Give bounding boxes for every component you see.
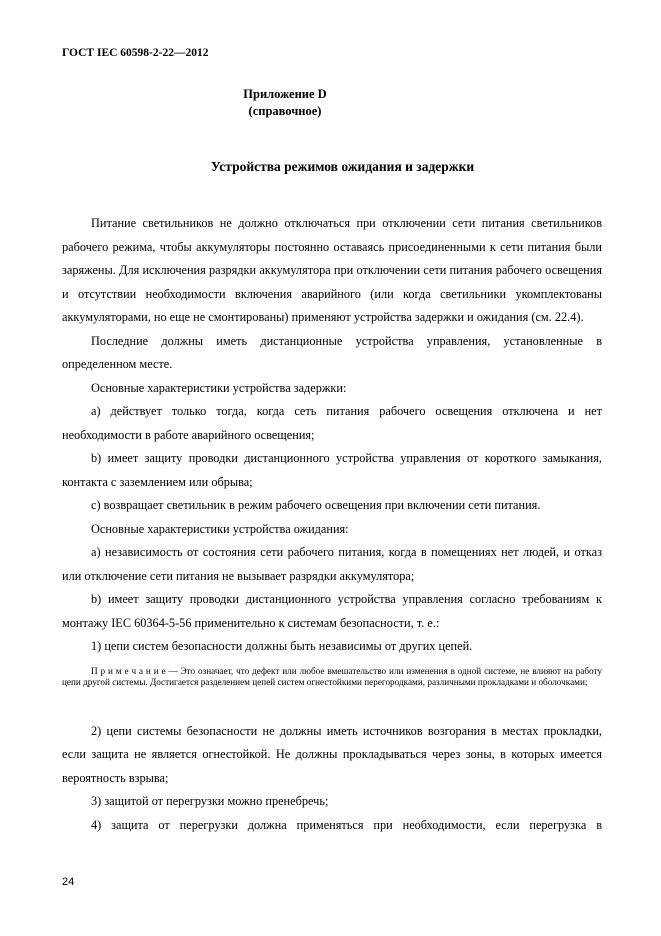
annex-label: Приложение D [243, 87, 327, 101]
annex-status: (справочное) [248, 104, 322, 118]
annex-heading [180, 86, 390, 120]
paragraph: Питание светильников не должно отключаться при отключении сети питания светильников рабочего режима, чтобы аккумуляторы постоянно оставаясь присоединенными к сети питания были заряжены. Для исключения разрядки аккумулятора при отключении сети питания рабочего освещения и отсутствии необходимости включения аварийного (или когда светильники укомплектованы аккумуляторами, но еще не смонтированы) применяют устройства задержки и ожидания (см. 22.4). [62, 216, 602, 324]
list-item: 4) защита от перегрузки должна применяться при необходимости, если перегрузка в [91, 817, 602, 832]
list-item: a) действует только тогда, когда сеть питания рабочего освещения отключена и нет необходимости в работе аварийного освещения; [62, 404, 602, 442]
document-code-header: ГОСТ IEC 60598-2-22—2012 [62, 47, 209, 59]
paragraph: Последние должны иметь дистанционные устройства управления, установленные в определенном месте. [62, 333, 602, 371]
list-item: 3) защитой от перегрузки можно пренебречь; [91, 794, 329, 808]
list-item: 1) цепи систем безопасности должны быть независимы от других цепей. [91, 639, 473, 653]
list-item: 2) цепи системы безопасности не должны иметь источников возгорания в местах прокладки, если защита не является огнестойкой. Не должны прокладываться через зоны, в которых имеется вероятность взрыва; [62, 723, 602, 785]
list-item: c) возвращает светильник в режим рабочего освещения при включении сети питания. [91, 498, 541, 512]
body-text [62, 212, 602, 837]
list-item: a) независимость от состояния сети рабочего питания, когда в помещениях нет людей, и отказ или отключение сети питания не вызывает разрядки аккумулятора; [62, 545, 602, 583]
paragraph: Основные характеристики устройства задержки: [91, 380, 347, 395]
page-number: 24 [62, 876, 75, 888]
list-item: b) имеет защиту проводки дистанционного устройства управления от короткого замыкания, контакта с заземлением или обрыва; [62, 451, 602, 489]
list-item: b) имеет защиту проводки дистанционного устройства управления согласно требованиям к монтажу IEC 60364-5-56 применительно к системам безопасности, т. е.: [62, 592, 602, 630]
note: П р и м е ч а н и е — Это означает, что дефект или любое вмешательство или изменения в одной системе, не влияют на работу цепи другой системы. Достигается разделением цепей систем огнестойкими перегородками, различными прокладками и оболочками; [62, 665, 602, 687]
annex-title: Устройства режимов ожидания и задержки [210, 159, 475, 174]
paragraph: Основные характеристики устройства ожидания: [91, 521, 349, 536]
